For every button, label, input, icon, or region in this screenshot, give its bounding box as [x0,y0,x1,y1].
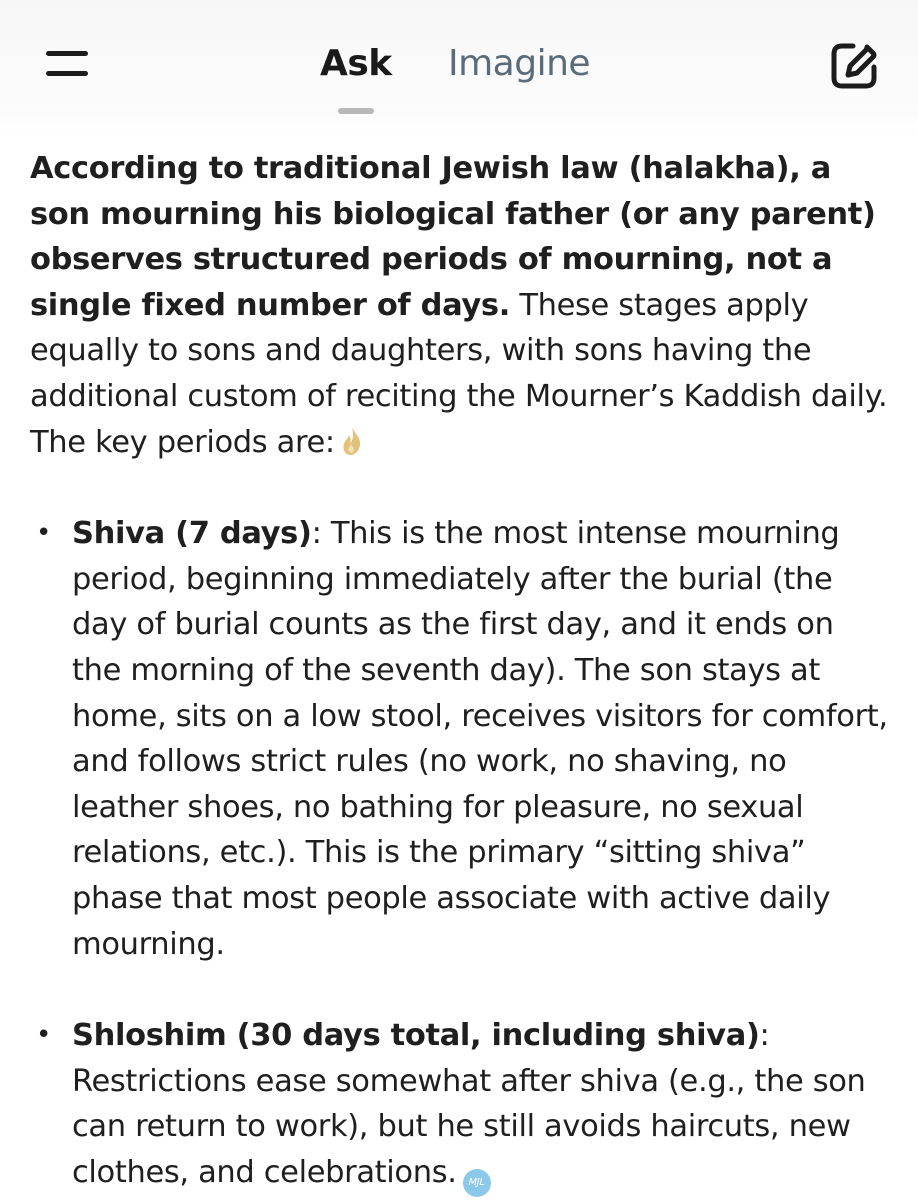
menu-button[interactable] [38,42,98,86]
shiva-text: : This is the most intense mourning period, beginning immediately after the burial (the day of burial counts as the first day, and it ends on the morning of the seventh day). The son stays at home, sits on a low stool, receives visitors for comfort, and follows strict rules (no work, no shaving, no leather shoes, no bathing for pleasure, no sexual relations, etc.). This is the primary “sitting shiva” phase that most people associate with active daily mourning. [72,516,888,962]
hamburger-menu-icon-line [46,71,88,76]
answer-intro [30,146,890,465]
new-chat-button[interactable] [826,38,882,94]
mourning-periods-list [30,511,890,1197]
shloshim-text: : Restrictions ease somewhat after shiva (e.g., the son can return to work), but he still avoids haircuts, new clothes, and celebrations. [72,1018,866,1190]
hamburger-menu-icon [46,51,88,56]
top-bar [0,0,918,140]
intro-bold-text: According to traditional Jewish law (halakha), a son mourning his biological father (or any parent) observes structured periods of mourning, not a single fixed number of days. [30,151,876,323]
list-item-shiva [30,511,890,967]
active-tab-indicator [338,108,374,114]
bullet: • [36,1020,51,1051]
bullet: • [36,518,51,549]
tab-imagine[interactable]: Imagine [448,43,591,84]
answer-content [30,146,890,1197]
shloshim-title: Shloshim (30 days total, including shiva) [72,1018,760,1054]
tab-ask[interactable]: Ask [320,43,392,84]
flame-icon [341,426,363,456]
source-badge[interactable]: MJL [463,1169,491,1197]
edit-compose-icon [826,38,882,94]
list-item-shloshim [30,1013,890,1197]
shiva-title: Shiva (7 days) [72,516,312,552]
intro-text: These stages apply equally to sons and daughters, with sons having the additional custom of reciting the Mourner’s Kaddish daily. The key periods are: [30,287,888,460]
